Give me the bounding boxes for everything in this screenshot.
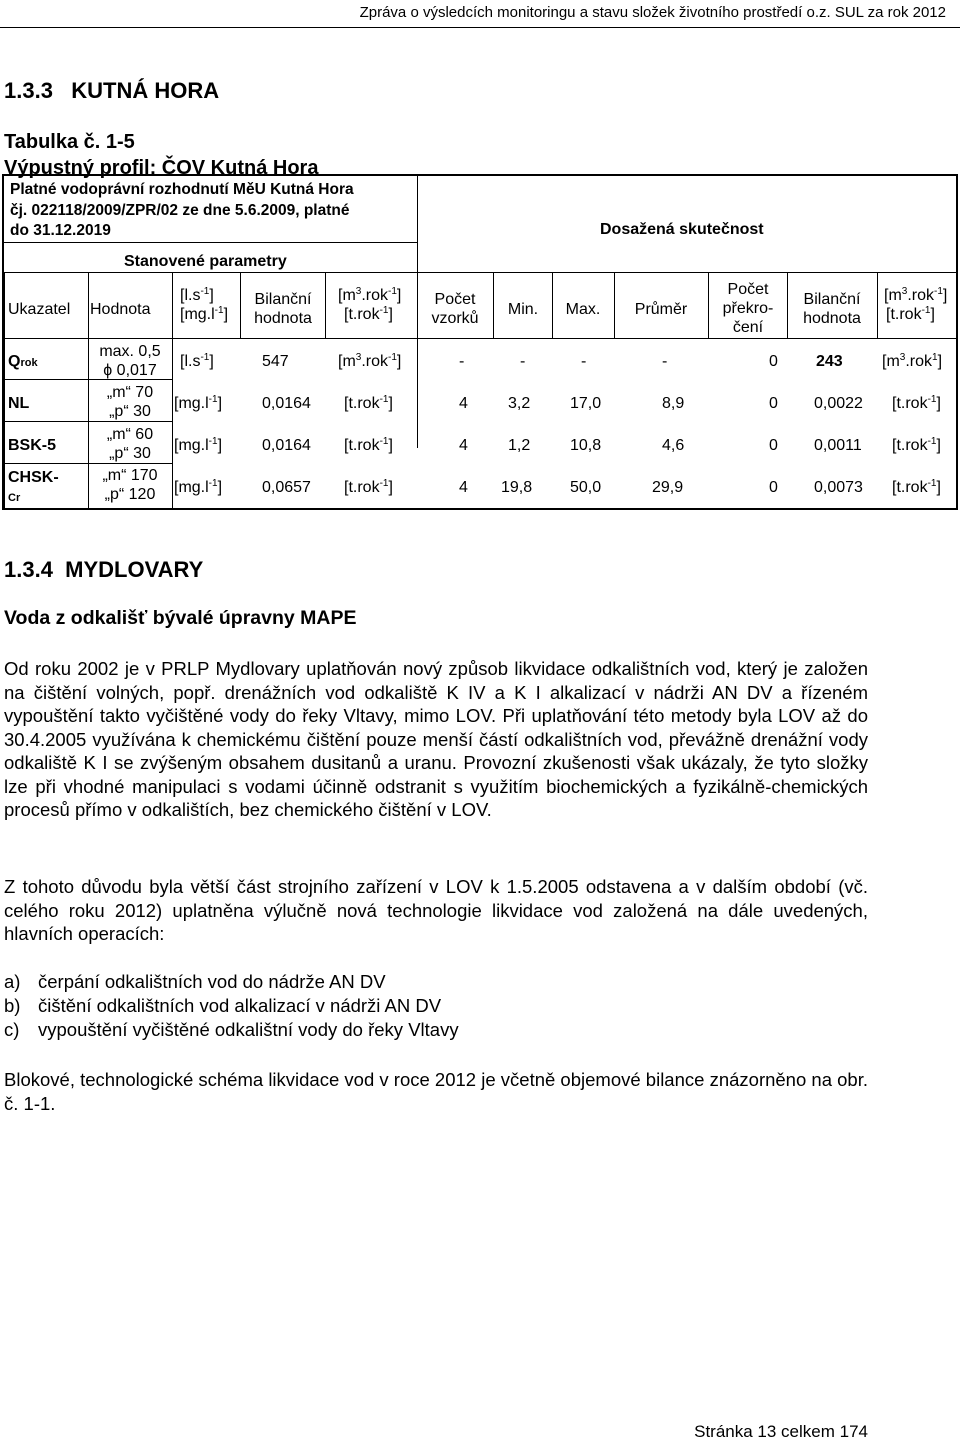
paragraph: Od roku 2002 je v PRLP Mydlovary uplatňován nový způsob likvidace odkalištních vod, který je založen na čištění volných, popř. drenážních vod odkaliště K IV a K I alkalizací v nádrži AN DV a řízeném vypouštění takto vyčištěné vody do řeky Vltavy, mimo LOV. Při uplatňování této metody byla LOV až do 30.4.2005 využívána k chemickému čištění pouze menší částí odkalištních vod, převážně drenážní vody odkaliště K I se zvýšeným obsahem dusitanů a uranu. Provozní zkušenosti však ukázaly, že tyto složky lze při vhodné manipulaci s vodami účinně odstranit s využitím biochemických a fyzikálně-chemických procesů přímo v odkalištích, bez chemického čištění v LOV.	[4, 658, 868, 820]
row-limit: „m“ 170 „p“ 120	[102, 467, 158, 503]
header-rule	[0, 27, 960, 28]
section-heading	[4, 78, 219, 104]
row-name: NL	[8, 395, 30, 412]
row-bilance2-unit: [t.rok$^{-1}$]	[892, 394, 941, 412]
row-min: -	[520, 353, 526, 370]
row-bilance-unit: [t.rok$^{-1}$]	[344, 478, 393, 496]
row-bilance2: 0,0073	[814, 479, 863, 496]
col-prumer: Průměr	[634, 301, 688, 318]
row-bilance2: 0,0011	[814, 437, 862, 454]
col-ukazatel: Ukazatel	[8, 301, 71, 318]
col-bilancni2: Bilanční hodnota	[803, 291, 861, 327]
group-dosazena: Dosažená skutečnost	[600, 221, 764, 238]
row-pocet: -	[459, 353, 465, 370]
row-min: 3,2	[508, 395, 531, 412]
section-number: 1.3.3	[4, 78, 53, 103]
list-item: b) čištění odkalištních vod alkalizací v nádrži AN DV	[4, 995, 442, 1016]
row-name: Qrok	[8, 353, 38, 370]
row-unit: $[mg.l^{-1}]$	[174, 436, 223, 454]
section2-title: MYDLOVARY	[65, 557, 204, 582]
decision-line: do 31.12.2019	[10, 222, 111, 239]
row-limit: „m“ 70 „p“ 30	[106, 384, 154, 420]
section2-subheading: Voda z odkališť bývalé úpravny MAPE	[4, 607, 357, 629]
row-limit: max. 0,5 ϕ 0,017	[99, 343, 161, 379]
section-title: KUTNÁ HORA	[71, 78, 220, 103]
row-pocet: 4	[459, 437, 468, 454]
col-hodnota: Hodnota	[90, 301, 151, 318]
row-min: 19,8	[501, 479, 533, 496]
decision-line: čj. 022118/2009/ZPR/02 ze dne 5.6.2009, platné	[10, 201, 350, 219]
paragraph: Z tohoto důvodu byla větší část strojního zařízení v LOV k 1.5.2005 odstavena a v dalším období (vč. celého roku 2012) uplatněna výlučně nová technologie likvidace vod založená na dále uvedených, hlavních operacích:	[4, 876, 868, 944]
row-prumer: 8,9	[662, 395, 685, 412]
row-prumer: 4,6	[662, 437, 685, 454]
list-item: c) vypouštění vyčištěné odkalištní vody do řeky Vltavy	[4, 1019, 459, 1040]
col-max: Max.	[565, 301, 601, 318]
list-item: a) čerpání odkalištních vod do nádrže AN DV	[4, 971, 386, 992]
row-name: CHSK- Cr	[8, 469, 59, 504]
col-unit2: $[m^3.rok^{-1}]$ [t.rok$^{-1}$]	[338, 286, 402, 323]
row-name: BSK-5	[8, 437, 57, 454]
row-bilance2: 0,0022	[814, 395, 863, 412]
row-max: -	[581, 353, 587, 370]
col-bilancni: Bilanční hodnota	[254, 291, 312, 327]
row-prumer: -	[662, 353, 668, 370]
row-pocet: 4	[459, 395, 468, 412]
row-prekroceni: 0	[769, 395, 778, 412]
col-prekroceni: Počet překro- čení	[722, 281, 774, 336]
row-max: 17,0	[570, 395, 602, 412]
row-unit: $[mg.l^{-1}]$	[174, 478, 223, 496]
group-stanovene: Stanovené parametry	[124, 253, 287, 270]
row-limit: „m“ 60 „p“ 30	[106, 426, 154, 462]
row-prekroceni: 0	[769, 437, 778, 454]
row-bilance: 0,0164	[262, 437, 311, 454]
col-min: Min.	[507, 301, 539, 318]
row-pocet: 4	[459, 479, 468, 496]
row-bilance2-unit: [t.rok$^{-1}$]	[892, 478, 941, 496]
data-table	[2, 174, 958, 510]
row-min: 1,2	[508, 437, 531, 454]
row-bilance: 547	[262, 353, 289, 370]
col-unit3: $[m^3.rok^{-1}]$ [t.rok$^{-1}$]	[884, 286, 948, 323]
row-max: 50,0	[570, 479, 602, 496]
row-bilance: 0,0164	[262, 395, 311, 412]
col-pocet: Počet vzorků	[431, 291, 479, 327]
page-footer: Stránka 13 celkem 174	[694, 1422, 868, 1441]
row-prumer: 29,9	[652, 479, 684, 496]
row-prekroceni: 0	[769, 353, 778, 370]
table-number: Tabulka č. 1-5	[4, 131, 135, 153]
row-bilance-unit: [t.rok$^{-1}$]	[344, 394, 393, 412]
section2-heading	[4, 557, 203, 583]
paragraph: Blokové, technologické schéma likvidace vod v roce 2012 je včetně objemové bilance znázorněno na obr. č. 1-1.	[4, 1069, 868, 1114]
running-header: Zpráva o výsledcích monitoringu a stavu složek životního prostředí o.z. SUL za rok 2012	[359, 4, 946, 21]
decision-text	[10, 180, 354, 242]
row-bilance2-unit: $[m^3.rok^1]$	[882, 352, 943, 370]
row-unit: $[mg.l^{-1}]$	[174, 394, 223, 412]
row-prekroceni: 0	[769, 479, 778, 496]
row-bilance2: 243	[816, 353, 843, 370]
row-bilance2-unit: [t.rok$^{-1}$]	[892, 436, 941, 454]
decision-line: Platné vodoprávní rozhodnutí MěU Kutná Hora	[10, 181, 354, 198]
outlet-profile: Výpustný profil: ČOV Kutná Hora	[4, 157, 319, 179]
col-unit1: $[l.s^{-1}]$ $[mg.l^{-1}]$	[180, 286, 229, 323]
row-max: 10,8	[570, 437, 602, 454]
row-bilance-unit: $[m^3.rok^{-1}]$	[338, 352, 402, 370]
row-unit: $[l.s^{-1}]$	[180, 352, 214, 370]
row-bilance-unit: [t.rok$^{-1}$]	[344, 436, 393, 454]
section2-number: 1.3.4	[4, 557, 53, 582]
row-bilance: 0,0657	[262, 479, 311, 496]
